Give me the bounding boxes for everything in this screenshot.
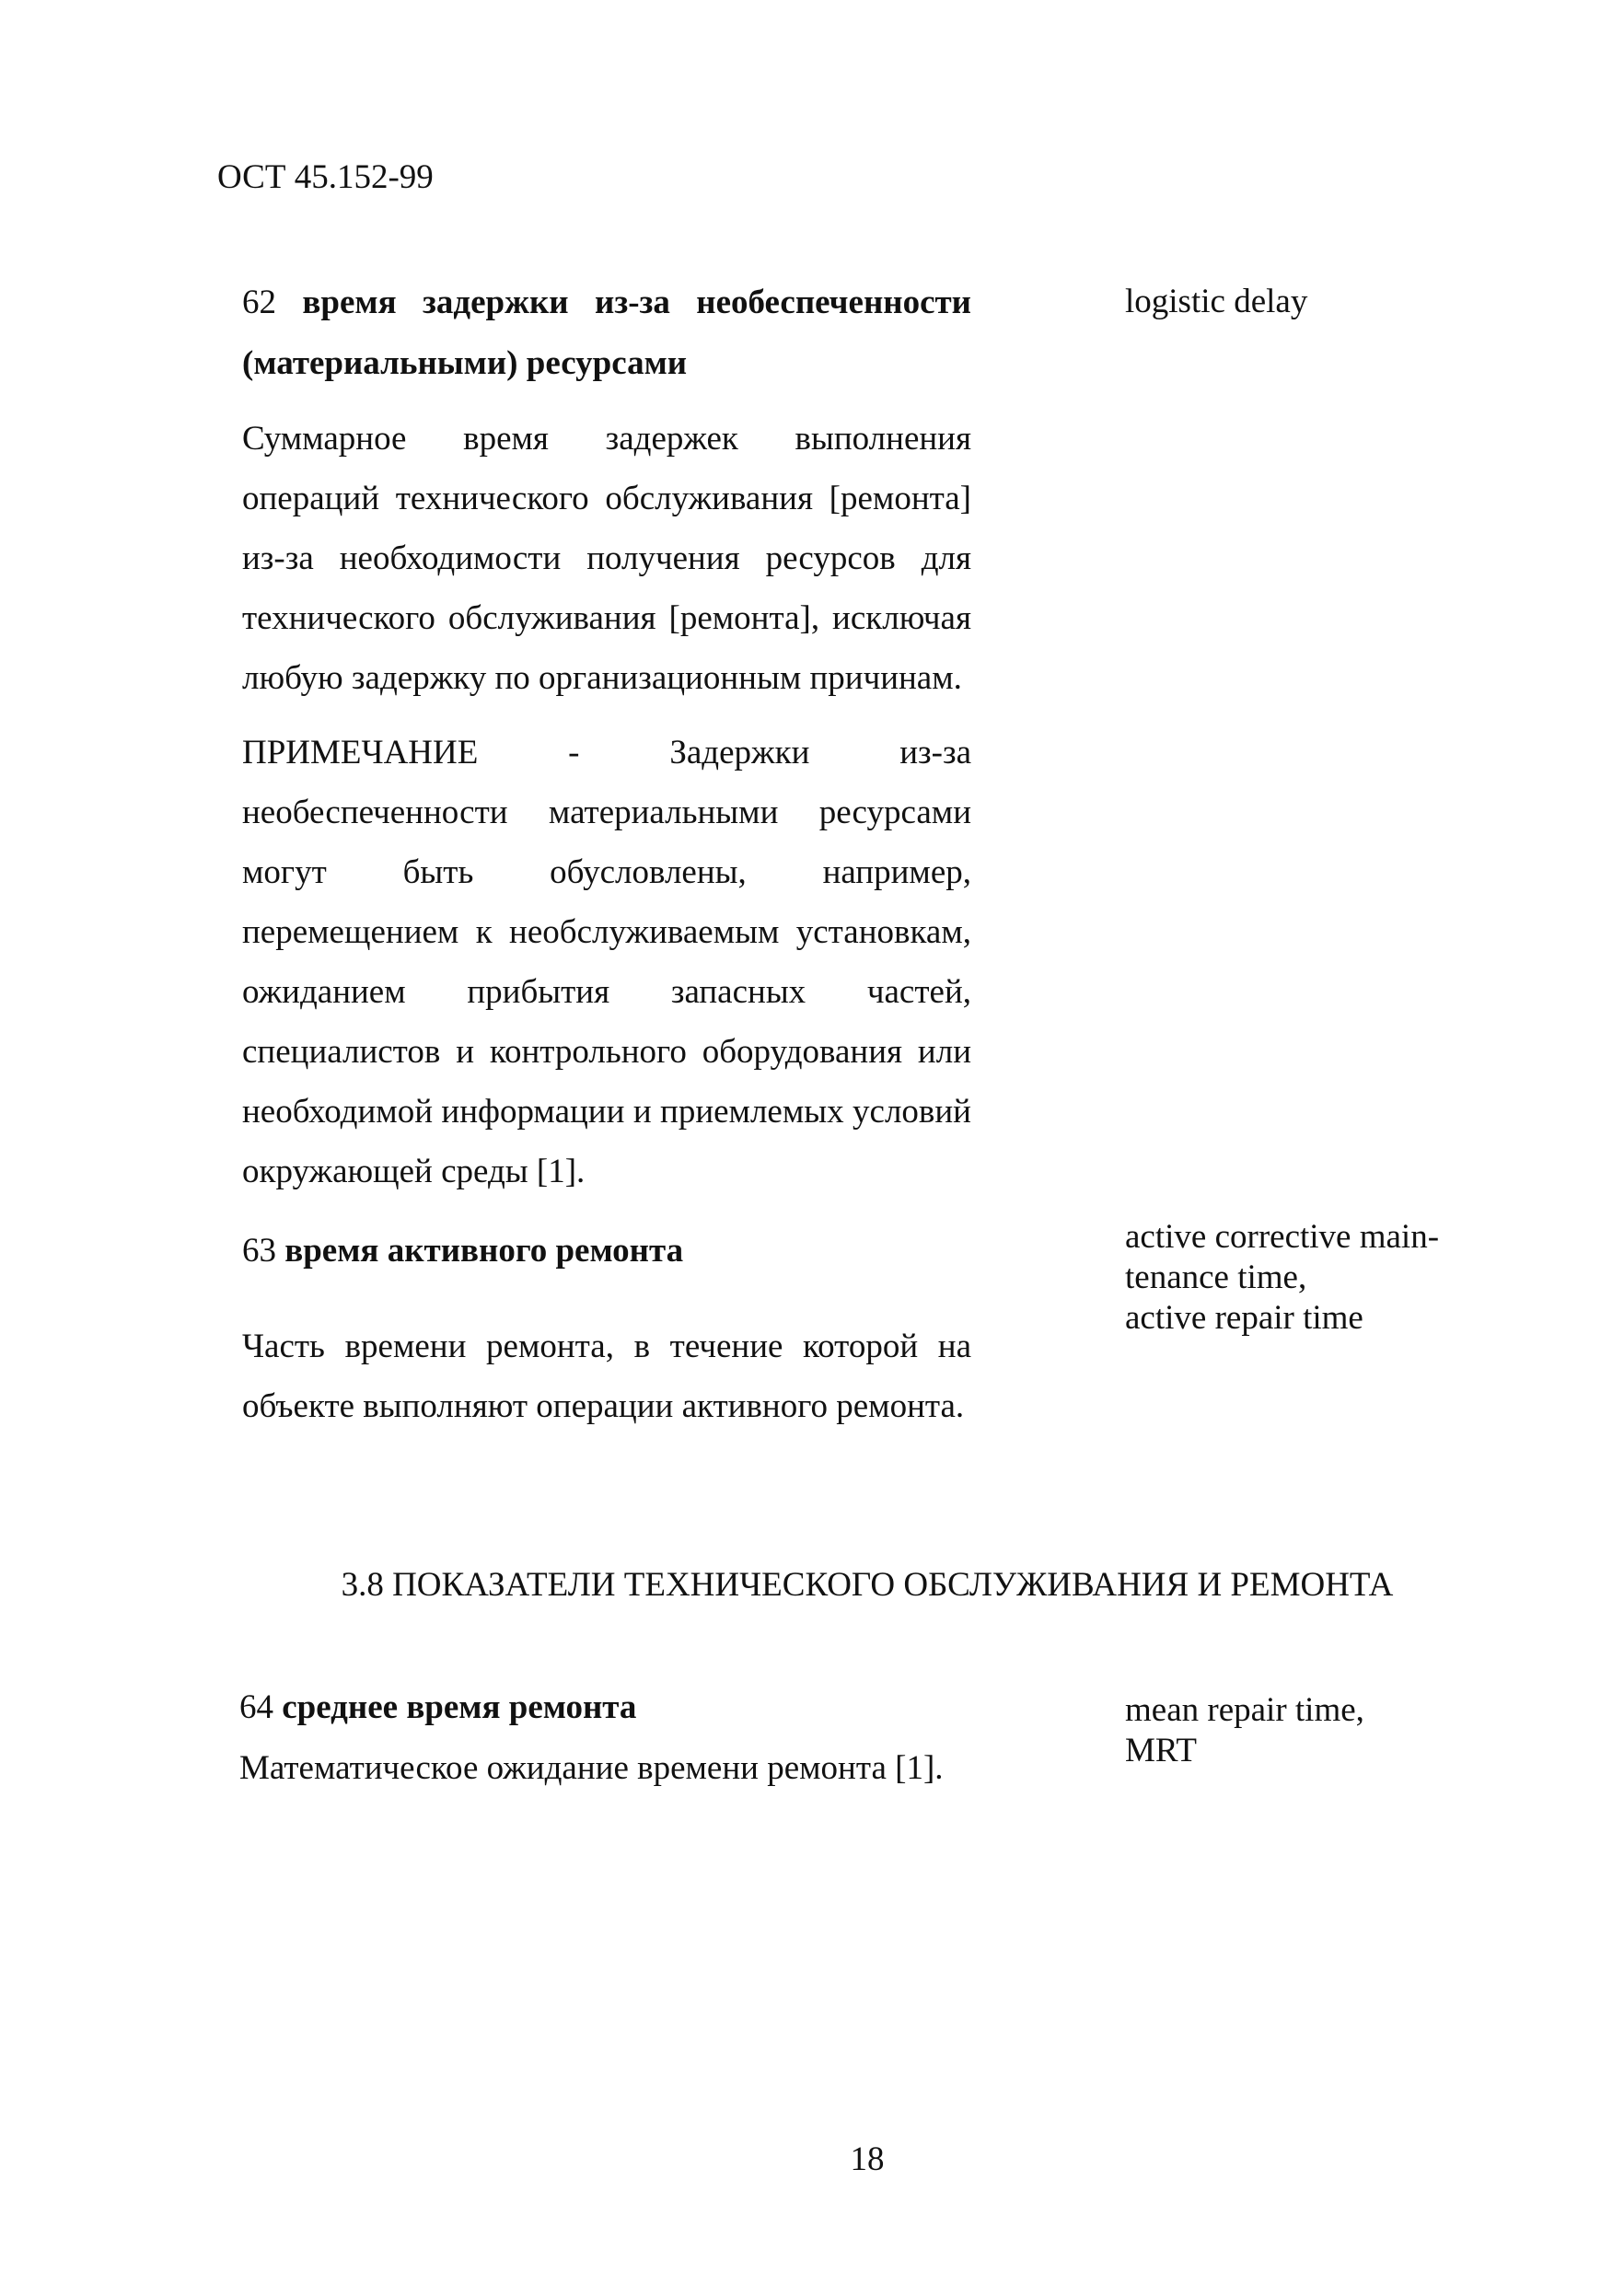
document-code: ОСТ 45.152-99 — [217, 158, 434, 196]
page-number: 18 — [850, 2140, 885, 2178]
section-heading: 3.8 ПОКАЗАТЕЛИ ТЕХНИЧЕСКОГО ОБСЛУЖИВАНИЯ И РЕМОНТА — [341, 1566, 1394, 1604]
term-64-block — [239, 1677, 969, 1798]
term-63-english-line: active repair time — [1125, 1299, 1363, 1337]
term-64-number: 64 — [239, 1688, 273, 1726]
term-64-title — [239, 1677, 969, 1738]
term-63-english — [1125, 1217, 1604, 1339]
term-62-title — [242, 273, 971, 394]
term-62-note: ПРИМЕЧАНИЕ - Задержки из-за необеспеченности материальными ресурсами могут быть обусловлены, например, перемещением к необслуживаемым установкам, ожиданием прибытия запасных частей, специалистов и контрольного оборудования или необходимой информации и приемлемых условий окружающей среды [1]. — [242, 734, 971, 1190]
term-64-english-line: MRT — [1125, 1732, 1197, 1769]
term-62-block — [242, 273, 971, 1201]
term-62-definition: Суммарное время задержек выполнения операций технического обслуживания [ремонта] из-за необходимости получения ресурсов для технического обслуживания [ремонта], исключая любую задержку по организационным причинам. — [242, 420, 971, 697]
term-63-block — [242, 1221, 971, 1436]
term-62-english — [1125, 282, 1604, 322]
term-63-definition: Часть времени ремонта, в течение которой на объекте выполняют операции активного ремонта. — [242, 1328, 971, 1425]
term-63-english-line: tenance time, — [1125, 1258, 1307, 1296]
term-62-english-line: logistic delay — [1125, 283, 1308, 320]
term-63-name: время активного ремонта — [284, 1232, 684, 1270]
term-62-name: время задержки из-за необеспеченности (материальными) ресурсами — [242, 284, 972, 382]
term-64-english-line: mean repair time, — [1125, 1691, 1364, 1729]
term-64-definition: Математическое ожидание времени ремонта [1]. — [239, 1749, 944, 1787]
term-64-name: среднее время ремонта — [282, 1688, 637, 1726]
term-63-title — [242, 1221, 971, 1282]
term-64-english — [1125, 1690, 1604, 1771]
term-62-number: 62 — [242, 284, 276, 321]
term-63-english-line: active corrective main- — [1125, 1218, 1440, 1256]
term-63-number: 63 — [242, 1232, 276, 1270]
